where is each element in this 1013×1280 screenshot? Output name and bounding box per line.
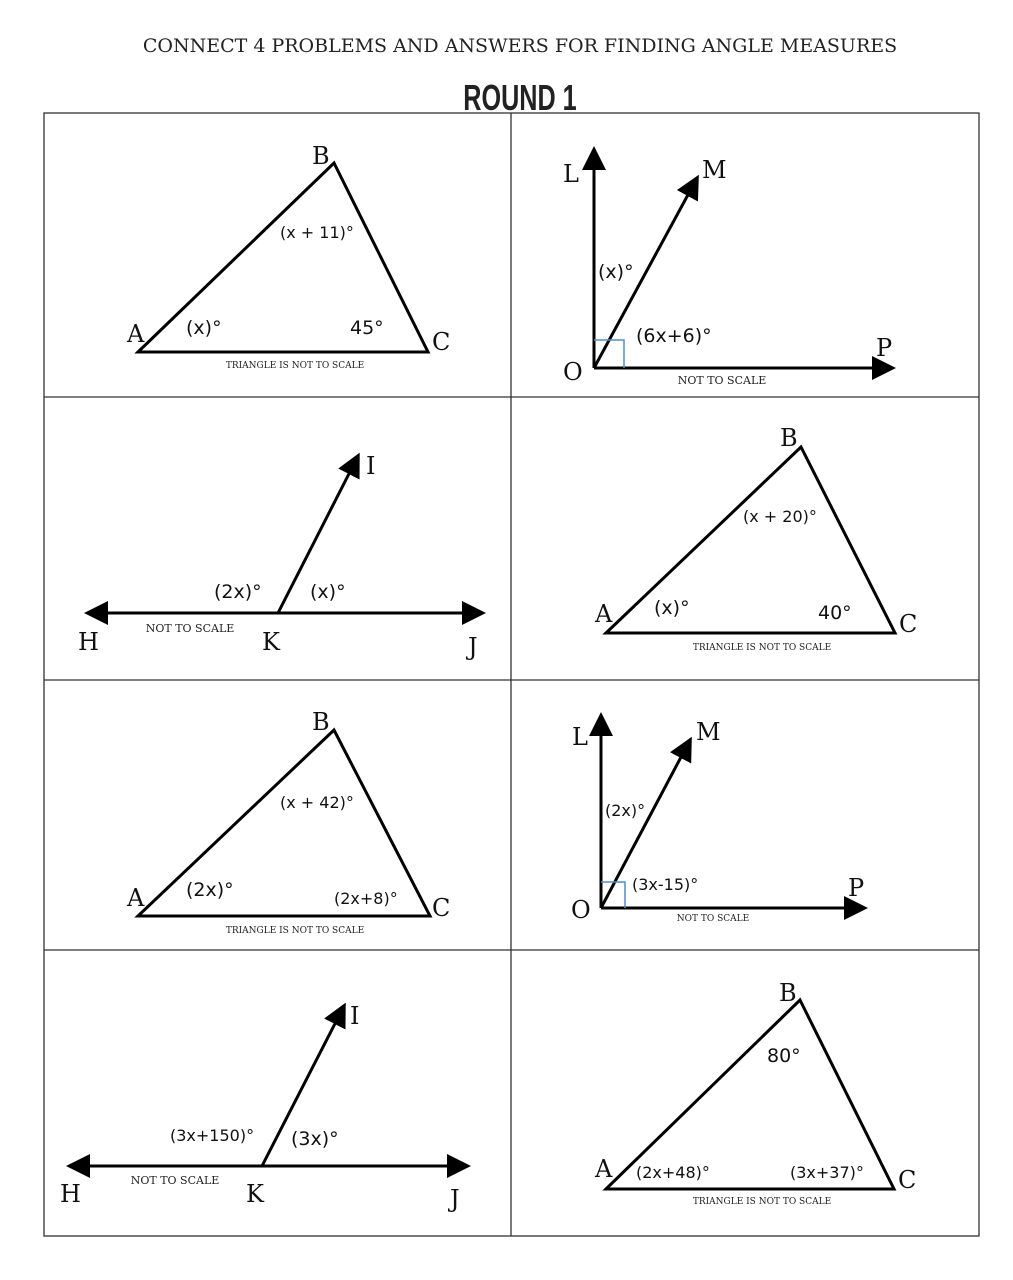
angle-a-label: (2x+48)°	[636, 1163, 710, 1182]
problem-4-triangle	[594, 424, 917, 653]
problem-8-triangle	[594, 979, 916, 1207]
scale-note: TRIANGLE IS NOT TO SCALE	[225, 926, 365, 936]
angle-a-label: (x)°	[186, 317, 222, 339]
angle-c-label: (3x+37)°	[790, 1163, 864, 1182]
angle-right-label: (x)°	[310, 581, 346, 603]
point-o: O	[571, 896, 591, 924]
vertex-c: C	[899, 610, 918, 638]
angle-bottom-label: (6x+6)°	[636, 325, 712, 347]
point-i: I	[350, 1002, 360, 1030]
vertex-a: A	[127, 320, 145, 348]
scale-note: NOT TO SCALE	[130, 1174, 220, 1187]
scale-note: NOT TO SCALE	[145, 622, 235, 635]
vertex-b: B	[780, 424, 798, 452]
angle-left-label: (3x+150)°	[170, 1126, 255, 1145]
vertex-a: A	[595, 600, 613, 628]
vertex-c: C	[432, 894, 451, 922]
problem-5-triangle	[126, 708, 450, 936]
angle-right-label: (3x)°	[291, 1128, 339, 1150]
vertex-b: B	[312, 142, 330, 170]
vertex-a: A	[127, 884, 145, 912]
worksheet-title: CONNECT 4 PROBLEMS AND ANSWERS FOR FINDING ANGLE MEASURES	[142, 35, 898, 57]
point-l: L	[572, 723, 588, 751]
vertex-c: C	[898, 1166, 917, 1194]
problem-2-rays	[563, 152, 892, 387]
angle-c-label: 45°	[350, 317, 384, 339]
point-p: P	[848, 874, 865, 902]
vertex-a: A	[595, 1155, 613, 1183]
vertex-c: C	[432, 328, 451, 356]
angle-a-label: (2x)°	[186, 879, 234, 901]
scale-note: TRIANGLE IS NOT TO SCALE	[692, 1197, 832, 1207]
point-k: K	[246, 1180, 264, 1208]
problem-6-rays	[571, 718, 864, 924]
angle-b-label: (x + 11)°	[280, 223, 354, 242]
scale-note: NOT TO SCALE	[677, 374, 767, 387]
point-h: H	[60, 1180, 81, 1208]
problem-grid	[44, 113, 979, 1236]
scale-note: TRIANGLE IS NOT TO SCALE	[692, 643, 832, 653]
angle-c-label: 40°	[818, 602, 852, 624]
angle-a-label: (x)°	[654, 597, 690, 619]
angle-bottom-label: (3x-15)°	[632, 875, 699, 894]
problem-3-linear-pair	[78, 452, 480, 661]
scale-note: NOT TO SCALE	[676, 914, 750, 924]
angle-c-label: (2x+8)°	[334, 889, 398, 908]
point-h: H	[78, 628, 99, 656]
vertex-b: B	[312, 708, 330, 736]
point-m: M	[696, 718, 721, 746]
problem-7-linear-pair	[60, 1002, 465, 1213]
scale-note: TRIANGLE IS NOT TO SCALE	[225, 361, 365, 371]
problem-1-triangle	[126, 142, 450, 371]
round-heading: ROUND 1	[463, 77, 577, 119]
point-p: P	[876, 334, 893, 362]
angle-b-label: (x + 20)°	[743, 507, 817, 526]
angle-left-label: (2x)°	[214, 581, 262, 603]
angle-top-label: (x)°	[598, 261, 634, 283]
point-l: L	[563, 160, 579, 188]
point-j: J	[450, 1185, 460, 1213]
point-j: J	[468, 633, 478, 661]
point-i: I	[366, 452, 376, 480]
angle-top-label: (2x)°	[605, 801, 646, 820]
vertex-b: B	[779, 979, 797, 1007]
point-m: M	[702, 156, 727, 184]
angle-b-label: (x + 42)°	[280, 793, 354, 812]
point-k: K	[262, 628, 280, 656]
point-o: O	[563, 358, 583, 386]
angle-b-label: 80°	[767, 1045, 801, 1067]
